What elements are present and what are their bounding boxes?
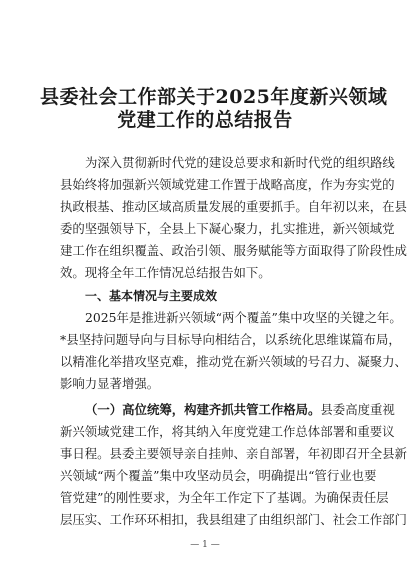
document-title-line-2: 党建工作的总结报告: [117, 109, 293, 131]
subsection-paragraph-line: 新兴领域党建工作，将其纳入年度党建工作总体部署和重要议: [60, 424, 395, 439]
intro-line: 委的坚强领导下，全县上下凝心聚力，扎实推进，新兴领域党: [60, 221, 395, 236]
subsection-paragraph-line: 层压实、工作环环相扣，我县组建了由组织部门、社会工作部门: [60, 512, 407, 527]
subsection-paragraph-line: 管党建”的刚性要求，为全年工作定下了基调。为确保责任层: [60, 490, 389, 505]
section-paragraph-line: 影响力显著增强。: [60, 376, 160, 391]
intro-line: 建工作在组织覆盖、政治引领、服务赋能等方面取得了阶段性成: [60, 243, 407, 258]
section-heading: 一、基本情况与主要成效: [85, 289, 218, 303]
section-paragraph-line: *县坚持问题导向与目标导向相结合，以系统化思维谋篇布局，: [60, 332, 401, 347]
section-paragraph-line: 以精准化举措攻坚克难，推动党在新兴领域的号召力、凝聚力、: [60, 354, 407, 369]
section-paragraph-line: 2025年是推进新兴领域“两个覆盖”集中攻坚的关键之年。: [85, 310, 402, 325]
intro-line: 效。现将全年工作情况总结报告如下。: [60, 265, 271, 280]
subsection-heading-line: [85, 402, 395, 418]
intro-line: 为深入贯彻新时代党的建设总要求和新时代党的组织路线: [85, 155, 395, 170]
page-number: — 1 —: [190, 540, 220, 550]
document-title-line-1: 县委社会工作部关于2025年度新兴领域: [40, 86, 388, 108]
subsection-heading-rest: 县委高度重视: [320, 402, 395, 417]
subsection-heading: （一）高位统筹，构建齐抓共管工作格局。: [85, 402, 321, 417]
intro-line: 县始终将加强新兴领域党建工作置于战略高度，作为夯实党的: [60, 177, 395, 192]
intro-line: 执政根基、推动区域高质量发展的重要抓手。自年初以来，在县: [60, 199, 407, 214]
subsection-paragraph-line: 事日程。县委主要领导亲自挂帅、亲自部署，年初即召开全县新: [60, 446, 407, 461]
subsection-paragraph-line: 兴领域“两个覆盖”集中攻坚动员会，明确提出“管行业也要: [60, 468, 377, 483]
